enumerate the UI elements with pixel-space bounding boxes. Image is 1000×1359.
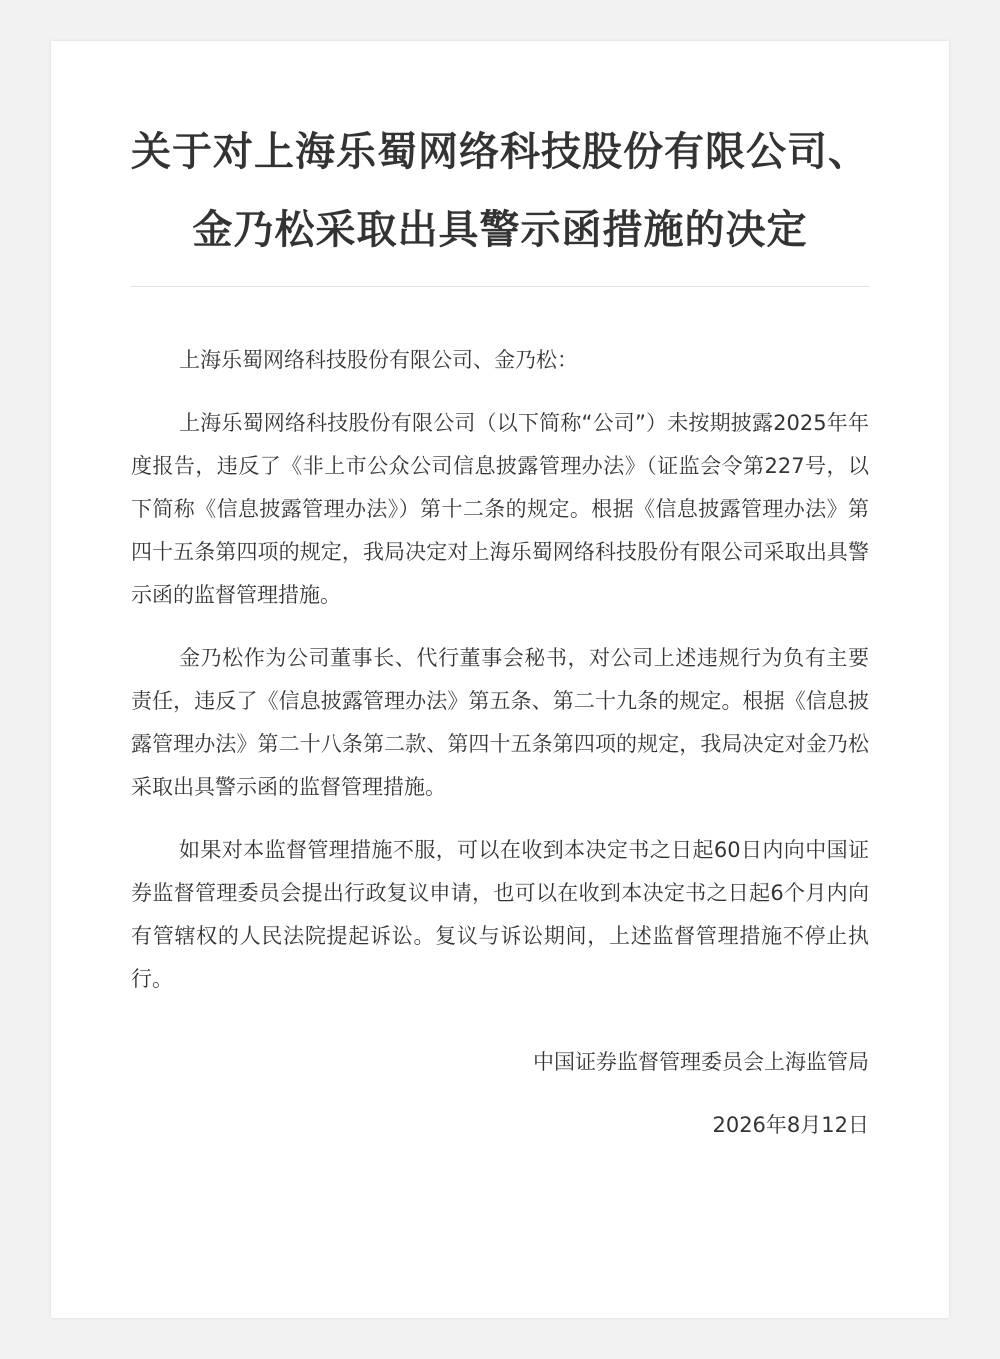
salutation: 上海乐蜀网络科技股份有限公司、金乃松： <box>179 348 578 372</box>
title-divider <box>131 286 869 287</box>
document-sheet <box>51 41 949 1318</box>
document-title: 关于对上海乐蜀网络科技股份有限公司、金乃松采取出具警示函措施的决定 <box>131 129 869 253</box>
body-paragraph-1: 上海乐蜀网络科技股份有限公司（以下简称“公司”）未按期披露2025年年度报告，违反了《非上市公众公司信息披露管理办法》（证监会令第227号，以下简称《信息披露管理办法》）第十二条的规定。根据《信息披露管理办法》第四十五条第四项的规定，我局决定对上海乐蜀网络科技股份有限公司采取出具警示函的监督管理措施。 <box>131 411 869 607</box>
issuer-signature: 中国证券监督管理委员会上海监管局 <box>533 1050 869 1074</box>
body-paragraph-2: 金乃松作为公司董事长、代行董事会秘书，对公司上述违规行为负有主要责任，违反了《信息披露管理办法》第五条、第二十九条的规定。根据《信息披露管理办法》第二十八条第二款、第四十五条第四项的规定，我局决定对金乃松采取出具警示函的监督管理措施。 <box>131 646 869 799</box>
body-paragraph-3: 如果对本监督管理措施不服，可以在收到本决定书之日起60日内向中国证券监督管理委员会提出行政复议申请，也可以在收到本决定书之日起6个月内向有管辖权的人民法院提起诉讼。复议与诉讼期间，上述监督管理措施不停止执行。 <box>131 838 869 991</box>
issue-date: 2026年8月12日 <box>712 1113 869 1137</box>
document-body <box>131 339 869 1001</box>
